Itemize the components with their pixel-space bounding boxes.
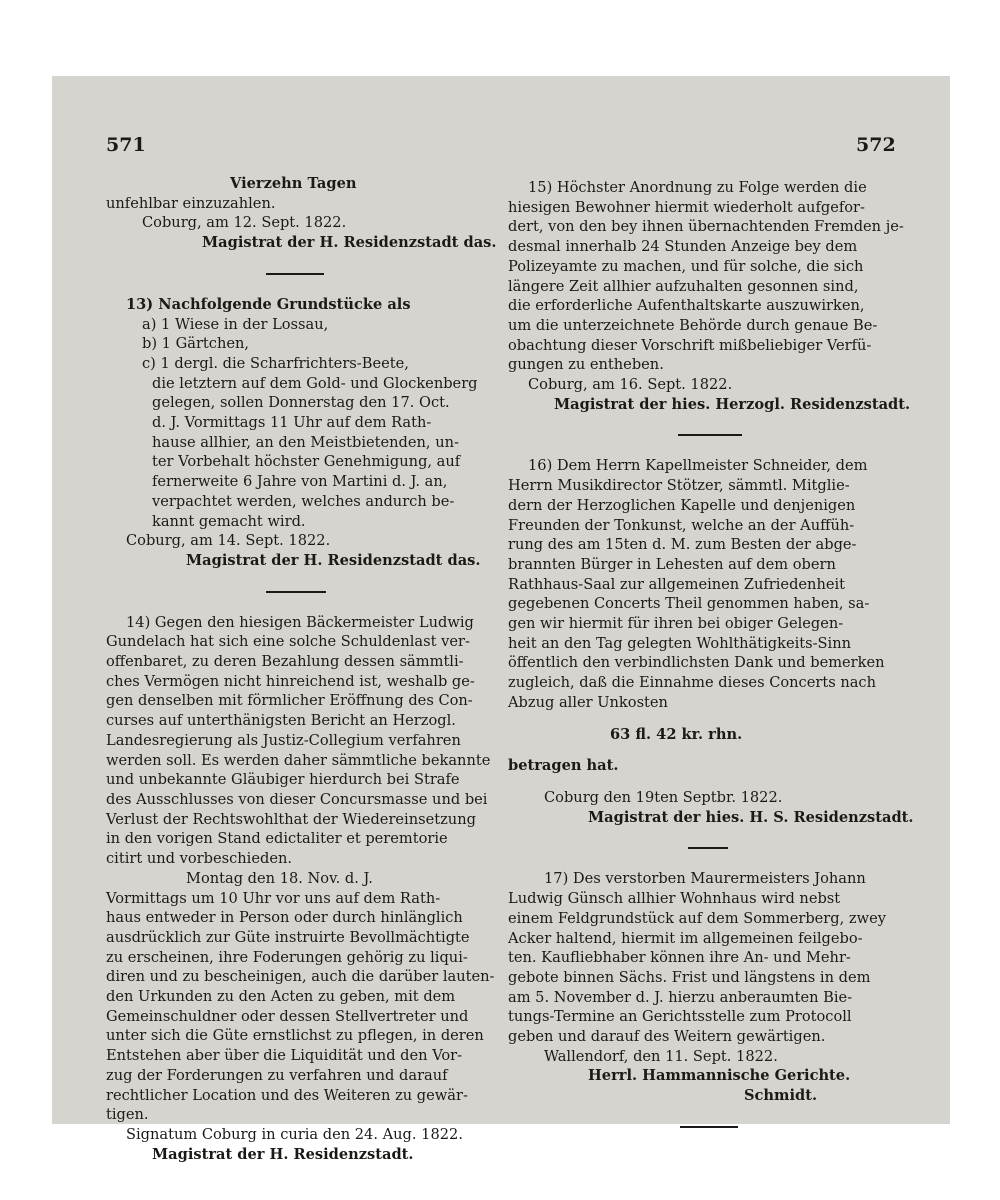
notice-17-line: Ludwig Günsch allhier Wohnhaus wird nebst (508, 890, 841, 908)
notice-16-line: gen wir hiermit für ihren bei obiger Gelegen- (508, 615, 844, 633)
notice-13-line: ter Vorbehalt höchster Genehmigung, auf (152, 453, 461, 471)
notice-15-signature: Magistrat der hies. Herzogl. Residenzstadt. (554, 395, 911, 413)
notice-17-line: tungs-Termine an Gerichtsstelle zum Protocoll (508, 1008, 852, 1026)
notice-13-line: fernerweite 6 Jahre von Martini d. J. an, (152, 473, 448, 491)
notice-16-line: Freunden der Tonkunst, welche an der Auffüh- (508, 516, 855, 534)
notice-15-line: die erforderliche Aufenthaltskarte auszuwirken, (508, 297, 865, 315)
notice-14-line: gen denselben mit förmlicher Eröffnung des Con- (106, 692, 473, 710)
notice-17-place-date: Wallendorf, den 11. Sept. 1822. (544, 1047, 778, 1065)
notice-16 (508, 456, 914, 827)
notice-13 (106, 295, 492, 571)
notice-13-line: kannt gemacht wird. (152, 512, 306, 530)
notice-13-signature: Magistrat der H. Residenzstadt das. (186, 551, 481, 569)
notice-13-heading: 13) Nachfolgende Grundstücke als (126, 295, 411, 313)
notice-15-line: um die unterzeichnete Behörde durch genaue Be- (508, 316, 878, 334)
notice-13-line: die letztern auf dem Gold- und Glockenberg (152, 374, 478, 392)
notice-14-line: werden soll. Es werden daher sämmtliche bekannte (106, 751, 491, 769)
notice-17-line: geben und darauf des Weitern gewärtigen. (508, 1028, 826, 1046)
notice-13-item-a: a) 1 Wiese in der Lossau, (142, 315, 329, 333)
notice-14-line: 14) Gegen den hiesigen Bäckermeister Ludwig (126, 613, 474, 631)
notice-13-line: hause allhier, an den Meistbietenden, un- (152, 433, 459, 451)
notice-15-place-date: Coburg, am 16. Sept. 1822. (528, 376, 733, 394)
notice-14-line: tigen. (106, 1106, 149, 1124)
notice-14-line: in den vorigen Stand edictaliter et peremtorie (106, 830, 448, 848)
notice-16-line: öffentlich den verbindlichsten Dank und bemerken (508, 654, 885, 672)
notice-14-signature: Magistrat der H. Residenzstadt. (152, 1145, 414, 1163)
notice-14-line: offenbaret, zu deren Bezahlung dessen sämmtli- (106, 653, 464, 671)
notice-14-line: den Urkunden zu den Acten zu geben, mit dem (106, 988, 456, 1006)
notice-17-line: einem Feldgrundstück auf dem Sommerberg, zwey (508, 909, 886, 927)
notice-17-signer: Schmidt. (744, 1087, 818, 1105)
intro-place-date: Coburg, am 12. Sept. 1822. (142, 214, 347, 232)
notice-16-line: Abzug aller Unkosten (508, 693, 668, 711)
notice-14-line: zug der Forderungen zu verfahren und darauf (106, 1066, 448, 1084)
notice-15-line: 15) Höchster Anordnung zu Folge werden die (528, 179, 867, 196)
notice-14 (106, 613, 495, 1165)
notice-14-line: zu erscheinen, ihre Foderungen gehörig zu liqui- (106, 948, 468, 966)
notice-16-line: dern der Herzoglichen Kapelle und denjenigen (508, 496, 856, 514)
notice-13-line: gelegen, sollen Donnerstag den 17. Oct. (152, 394, 450, 412)
notice-14-line: Verlust der Rechtswohlthat der Wiedereinsetzung (106, 810, 476, 828)
notice-16-line: rung des am 15ten d. M. zum Besten der abge- (508, 536, 857, 554)
notice-17-line: gebote binnen Sächs. Frist und längstens in dem (508, 968, 871, 986)
notice-16-after-amount: betragen hat. (508, 757, 619, 775)
notice-13-line: verpachtet werden, welches andurch be- (152, 492, 455, 510)
notice-13-place-date: Coburg, am 14. Sept. 1822. (126, 532, 331, 550)
notice-13-line: d. J. Vormittags 11 Uhr auf dem Rath- (152, 414, 432, 432)
notice-14-line: curses auf unterthänigsten Bericht an Herzogl. (106, 712, 456, 730)
notice-15-line: obachtung dieser Vorschrift mißbeliebiger Verfü- (508, 336, 872, 354)
notice-14-line: ches Vermögen nicht hinreichend ist, weshalb ge- (106, 672, 475, 690)
notice-14-line: diren und zu bescheinigen, auch die darüber lauten- (106, 968, 495, 986)
notice-14-line: Gemeinschuldner oder dessen Stellvertreter und (106, 1007, 469, 1025)
notice-15 (508, 178, 911, 414)
notice-13-item-b: b) 1 Gärtchen, (142, 335, 250, 353)
notice-14-line: ausdrücklich zur Güte instruirte Bevollmächtigte (106, 928, 470, 946)
intro-signature: Magistrat der H. Residenzstadt das. (202, 234, 497, 252)
notice-15-line: desmal innerhalb 24 Stunden Anzeige bey dem (508, 238, 858, 256)
notice-16-line: zugleich, daß die Einnahme dieses Concerts nach (508, 674, 877, 692)
notice-16-line: brannten Bürger in Lehesten auf dem obern (508, 555, 836, 573)
left-column (106, 174, 497, 1164)
notice-16-line: Rathhaus-Saal zur allgemeinen Zufriedenheit (508, 575, 846, 593)
intro-line-2: unfehlbar einzuzahlen. (106, 194, 276, 212)
notice-14-line: rechtlicher Location und des Weiteren zu gewär- (106, 1086, 468, 1104)
notice-15-line: gungen zu entheben. (508, 356, 664, 374)
notice-14-line: des Ausschlusses von dieser Concursmasse und bei (106, 790, 488, 808)
notice-17-line: 17) Des verstorben Maurermeisters Johann (544, 870, 866, 888)
notice-15-line: längere Zeit allhier aufzuhalten gesonnen sind, (508, 277, 859, 295)
notice-14-line: und unbekannte Gläubiger hierdurch bei Strafe (106, 771, 460, 789)
notice-16-line: Herrn Musikdirector Stötzer, sämmtl. Mitglie- (508, 477, 850, 495)
notice-16-line: gegebenen Concerts Theil genommen haben, sa- (508, 595, 870, 613)
notice-15-line: hiesigen Bewohner hiermit wiederholt aufgefor- (508, 198, 865, 216)
notice-14-line: Gundelach hat sich eine solche Schuldenlast ver- (106, 633, 470, 651)
notice-16-line: 16) Dem Herrn Kapellmeister Schneider, dem (528, 457, 868, 475)
notice-16-place-date: Coburg den 19ten Septbr. 1822. (544, 788, 783, 806)
notice-16-amount: 63 fl. 42 kr. rhn. (610, 725, 743, 743)
notice-16-signature: Magistrat der hies. H. S. Residenzstadt. (588, 808, 914, 826)
notice-17-line: ten. Kaufliebhaber können ihre An- und Mehr- (508, 949, 851, 967)
notice-17-signature: Herrl. Hammannische Gerichte. (588, 1067, 851, 1085)
notice-14-line: unter sich die Güte ernstlichst zu pflegen, in deren (106, 1027, 484, 1045)
notice-14-line: Landesregierung als Justiz-Collegium verfahren (106, 731, 461, 749)
notice-14-date-line: Montag den 18. Nov. d. J. (186, 869, 373, 887)
page-number-left: 571 (106, 134, 146, 156)
page-number-right: 572 (856, 134, 896, 156)
intro-line-1: Vierzehn Tagen (230, 175, 357, 192)
notice-14-line: citirt und vorbeschieden. (106, 850, 292, 868)
notice-17-line: am 5. November d. J. hierzu anberaumten Bie- (508, 988, 853, 1006)
notice-15-line: Polizeyamte zu machen, und für solche, die sich (508, 257, 864, 275)
notice-14-line: haus entweder in Person oder durch hinlänglich (106, 909, 463, 927)
notice-14-line: Entstehen aber über die Liquidität und den Vor- (106, 1047, 463, 1065)
notice-17-line: Acker haltend, hiermit im allgemeinen feilgebo- (508, 929, 863, 947)
notice-14-line: Vormittags um 10 Uhr vor uns auf dem Rath- (106, 889, 441, 907)
notice-13-item-c: c) 1 dergl. die Scharfrichters-Beete, (142, 354, 409, 372)
divider-rule-5 (680, 1126, 738, 1128)
notice-17 (508, 869, 896, 1105)
notice-16-line: heit an den Tag gelegten Wohlthätigkeits-Sinn (508, 634, 852, 652)
right-column (508, 178, 914, 1128)
notice-14-signatum: Signatum Coburg in curia den 24. Aug. 1822. (126, 1125, 463, 1143)
notice-15-line: dert, von den bey ihnen übernachtenden Fremden je- (508, 218, 904, 236)
